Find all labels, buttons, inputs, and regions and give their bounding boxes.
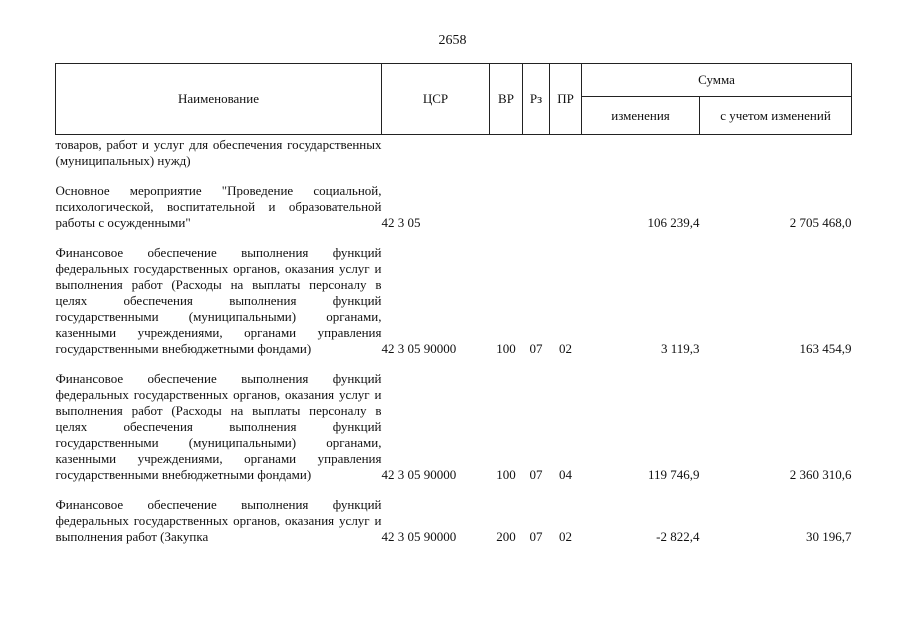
row-csr — [382, 135, 490, 170]
header-pr: ПР — [550, 64, 582, 135]
row-change: 119 746,9 — [647, 467, 700, 482]
row-name: Основное мероприятие "Проведение социальной, психологической, воспитательной и образовательной работы с осужденными" — [55, 183, 382, 230]
row-pr — [550, 135, 582, 170]
row-csr: 42 3 05 90000 — [381, 467, 457, 482]
header-change: изменения — [582, 97, 700, 135]
row-change: 3 119,3 — [660, 341, 700, 356]
row-name: Финансовое обеспечение выполнения функций федеральных государственных органов, оказания услуг и выполнения работ (Расходы на выплаты персоналу в целях обеспечения выполнения функций государственными (муниципальными) органами, казенными учреждениями, органами управления государственными внебюджетными фондами) — [55, 245, 382, 356]
row-rz: 07 — [529, 341, 543, 356]
row-change: 106 239,4 — [647, 215, 700, 230]
header-csr: ЦСР — [382, 64, 490, 135]
row-csr: 42 3 05 — [381, 215, 421, 230]
row-name: товаров, работ и услуг для обеспечения государственных (муниципальных) нужд) — [55, 137, 382, 168]
header-sum: Сумма — [582, 64, 852, 97]
header-vr: ВР — [490, 64, 523, 135]
row-csr: 42 3 05 90000 — [381, 341, 457, 356]
row-pr: 04 — [559, 467, 572, 482]
row-rz — [523, 183, 550, 231]
header-name: Наименование — [56, 64, 382, 135]
row-total — [700, 135, 852, 170]
table-row — [56, 371, 852, 483]
row-total: 163 454,9 — [799, 341, 852, 356]
header-with-change: с учетом изменений — [700, 97, 852, 135]
row-rz — [523, 135, 550, 170]
row-vr — [490, 135, 523, 170]
budget-table — [55, 63, 852, 545]
table-row — [56, 245, 852, 357]
row-pr: 02 — [559, 341, 572, 356]
row-csr: 42 3 05 90000 — [381, 529, 457, 544]
row-total: 2 360 310,6 — [789, 467, 852, 482]
table-row — [56, 135, 852, 170]
row-change — [582, 135, 700, 170]
row-total: 2 705 468,0 — [789, 215, 852, 230]
row-pr: 02 — [559, 529, 572, 544]
row-rz: 07 — [529, 467, 543, 482]
table-row — [56, 183, 852, 231]
page-number: 2658 — [438, 33, 467, 48]
row-change: -2 822,4 — [656, 529, 700, 544]
row-rz: 07 — [529, 529, 543, 544]
row-name: Финансовое обеспечение выполнения функций федеральных государственных органов, оказания услуг и выполнения работ (Расходы на выплаты персоналу в целях обеспечения выполнения функций государственными (муниципальными) органами, казенными учреждениями, органами управления государственными внебюджетными фондами) — [55, 371, 382, 482]
row-vr: 100 — [496, 467, 516, 482]
table-header — [56, 64, 852, 135]
row-vr: 200 — [496, 529, 516, 544]
row-vr: 100 — [496, 341, 516, 356]
table-row — [56, 497, 852, 545]
header-rz: Рз — [523, 64, 550, 135]
row-pr — [550, 183, 582, 231]
row-total: 30 196,7 — [806, 529, 852, 544]
row-name: Финансовое обеспечение выполнения функций федеральных государственных органов, оказания услуг и выполнения работ (Закупка — [55, 497, 382, 544]
row-vr — [490, 183, 523, 231]
